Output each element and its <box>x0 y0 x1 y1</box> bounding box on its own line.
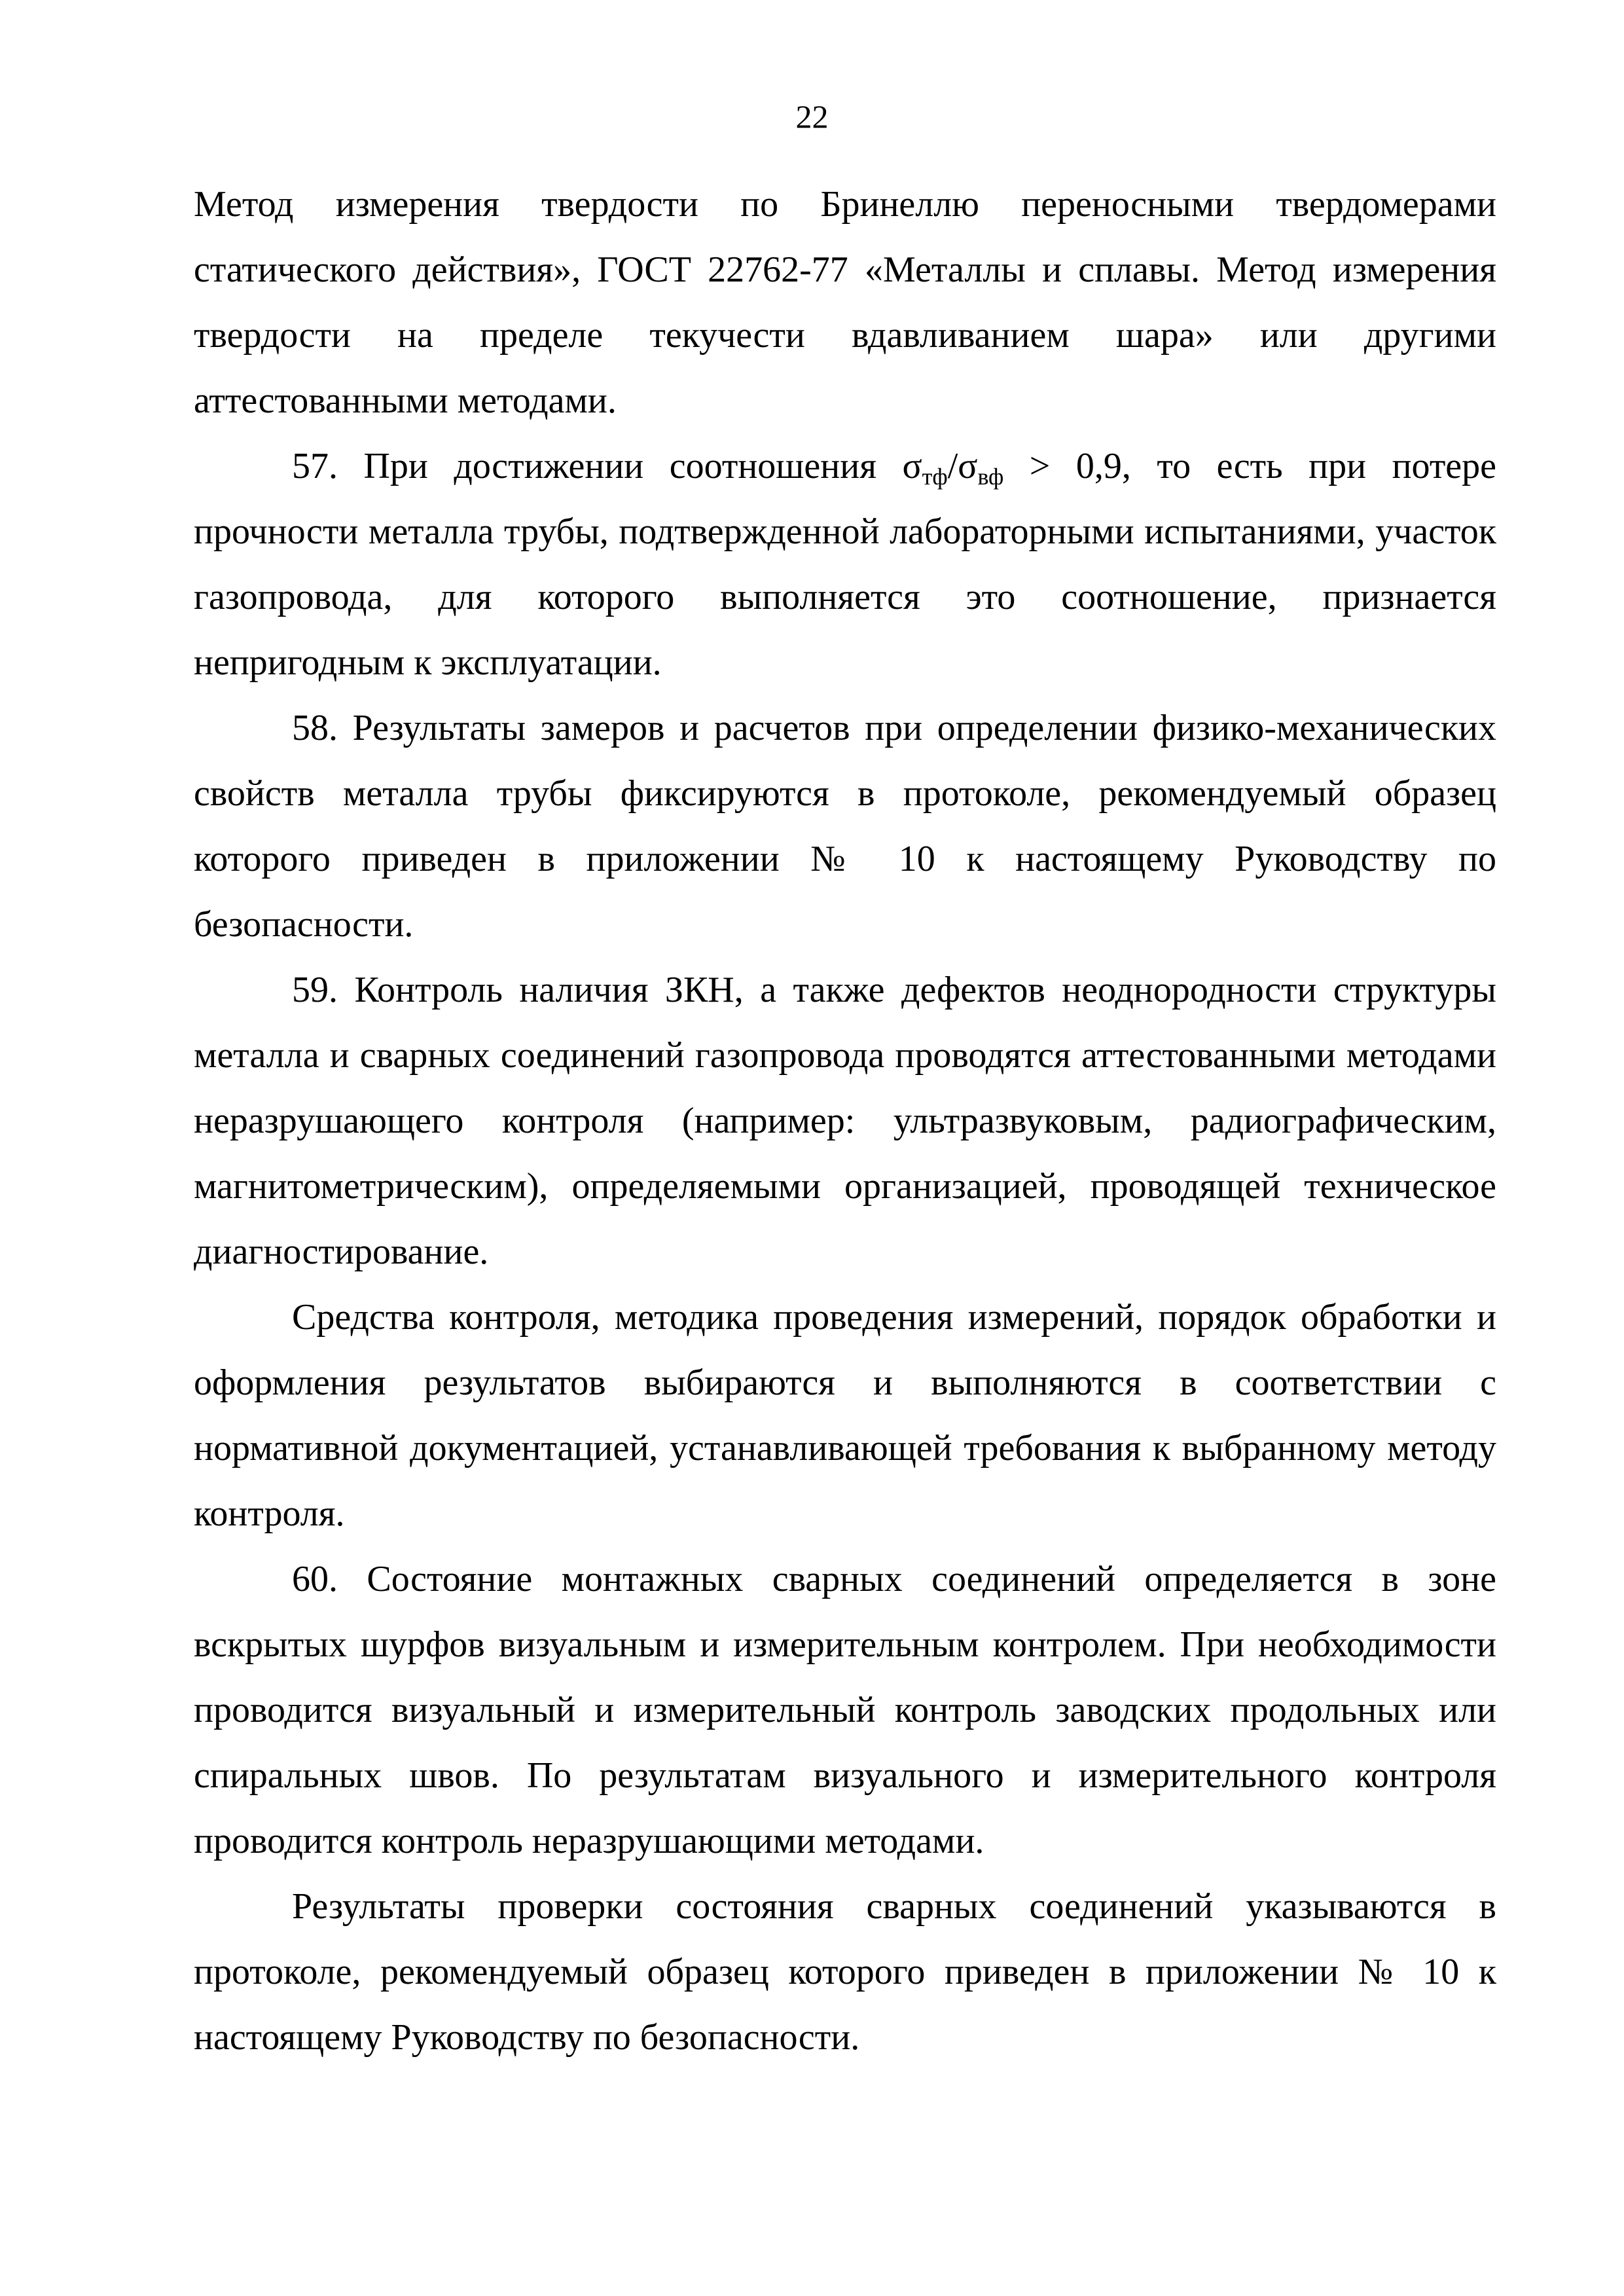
paragraph-57-lead: 57. При достижении соотношения <box>292 446 903 486</box>
formula-sigma-1: σ <box>902 446 922 486</box>
strength-ratio-formula <box>902 446 1131 490</box>
paragraph-58: 58. Результаты замеров и расчетов при определении физико-механических свойств металла трубы фиксируются в протоколе, рекомендуемый образец которого приведен в приложении № 10 к настоящему Руководству по безопасности. <box>194 708 1496 945</box>
paragraph-60: 60. Состояние монтажных сварных соединений определяется в зоне вскрытых шурфов визуальным и измерительным контролем. При необходимости проводится визуальный и измерительный контроль заводских продольных или спиральных швов. По результатам визуального и измерительного контроля проводится контроль неразрушающими методами. <box>194 1559 1496 1861</box>
formula-sigma-2: σ <box>958 446 978 486</box>
paragraph-59-methods: Средства контроля, методика проведения измерений, порядок обработки и оформления результатов выбираются и выполняются в соответствии с нормативной документацией, устанавливающей требования к выбранному методу контроля. <box>194 1297 1496 1534</box>
document-body <box>194 172 1496 2070</box>
formula-slash: / <box>947 446 958 486</box>
paragraph-59: 59. Контроль наличия ЗКН, а также дефектов неоднородности структуры металла и сварных соединений газопровода проводятся аттестованными методами неразрушающего контроля (например: ультразвуковым, радиографическим, магнитометрическим), определяемыми организацией, проводящей техническое диагностирование. <box>194 970 1496 1272</box>
paragraph-60-results: Результаты проверки состояния сварных соединений указываются в протоколе, рекомендуемый образец которого приведен в приложении № 10 к настоящему Руководству по безопасности. <box>194 1886 1496 2058</box>
paragraph-57 <box>194 433 1496 695</box>
page-number: 22 <box>795 98 829 135</box>
formula-relation: > 0,9, <box>1003 446 1131 486</box>
formula-subscript-2: вф <box>977 464 1004 490</box>
paragraph-57-tail: то есть при потере прочности металла трубы, подтвержденной лабораторными испытаниями, участок газопровода, для которого выполняется это соотношение, признается непригодным к эксплуатации. <box>194 446 1496 683</box>
paragraph-continuation: Метод измерения твердости по Бринеллю переносными твердомерами статического действия», ГОСТ 22762-77 «Металлы и сплавы. Метод измерения твердости на пределе текучести вдавливанием шара» или другими аттестованными методами. <box>194 184 1496 421</box>
formula-subscript-1: тф <box>922 464 948 490</box>
